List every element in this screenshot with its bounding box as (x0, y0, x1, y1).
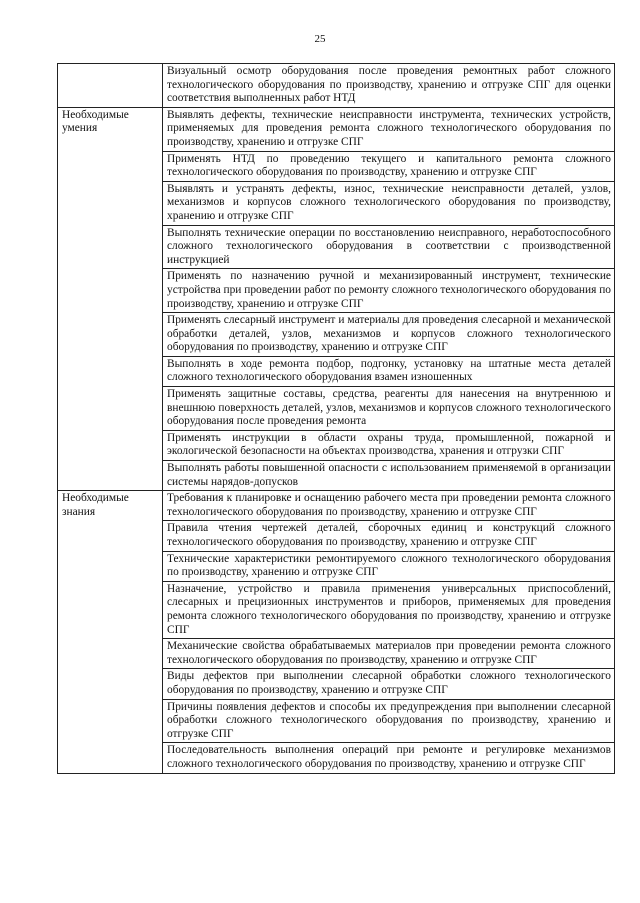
table-cell: Правила чтения чертежей деталей, сборочных единиц и конструкций сложного технологического оборудования по производству, хранению и отгрузке СПГ (163, 521, 615, 551)
table-row (58, 107, 615, 151)
table-cell: Применять слесарный инструмент и материалы для проведения слесарной и механической обработки деталей, узлов, механизмов и корпусов сложного технологического оборудования по производству, хранению и отгрузке СПГ (163, 313, 615, 357)
table-cell: Назначение, устройство и правила применения универсальных приспособлений, слесарных и прецизионных инструментов и приборов, применяемых для проведения ремонта сложного технологического оборудования по производству, хранению и отгрузке СПГ (163, 581, 615, 638)
table-cell: Выполнять технические операции по восстановлению неисправного, неработоспособного сложного технологического оборудования в соответствии с производственной инструкцией (163, 225, 615, 269)
table-cell: Требования к планировке и оснащению рабочего места при проведении ремонта сложного технологического оборудования по производству, хранению и отгрузке СПГ (163, 491, 615, 521)
table-row (58, 64, 615, 108)
table-cell: Механические свойства обрабатываемых материалов при проведении ремонта сложного технологического оборудования по производству, хранению и отгрузке СПГ (163, 639, 615, 669)
page-number: 25 (314, 33, 326, 45)
table-cell: Визуальный осмотр оборудования после проведения ремонтных работ сложного технологического оборудования по производству, хранению и отгрузке СПГ для оценки соответствия выполненных работ НТД (163, 64, 615, 108)
table-cell: Виды дефектов при выполнении слесарной обработки сложного технологического оборудования по производству, хранению и отгрузке СПГ (163, 669, 615, 699)
table-cell: Технические характеристики ремонтируемого сложного технологического оборудования по производству, хранению и отгрузке СПГ (163, 551, 615, 581)
requirements-table (57, 63, 615, 774)
table-cell: Применять по назначению ручной и механизированный инструмент, технические устройства при проведении работ по ремонту сложного технологического оборудования по производству, хранению и отгрузке СПГ (163, 269, 615, 313)
table-row (58, 491, 615, 521)
table-cell: Выполнять в ходе ремонта подбор, подгонку, установку на штатные места деталей сложного технологического оборудования взамен изношенных (163, 356, 615, 386)
section-label-knowledge: Необходимые знания (58, 491, 163, 773)
table-cell: Последовательность выполнения операций при ремонте и регулировке механизмов сложного технологического оборудования по производству, хранению и отгрузке СПГ (163, 743, 615, 773)
table-cell: Применять инструкции в области охраны труда, промышленной, пожарной и экологической безопасности на объектах производства, хранения и отгрузки СПГ (163, 430, 615, 460)
table-cell: Применять НТД по проведению текущего и капитального ремонта сложного технологического оборудования по производству, хранению и отгрузке СПГ (163, 151, 615, 181)
row-label-empty (58, 64, 163, 108)
table-cell: Выполнять работы повышенной опасности с использованием применяемой в организации системы нарядов-допусков (163, 461, 615, 491)
table-cell: Выявлять дефекты, технические неисправности инструмента, технических устройств, применяемых для проведения ремонта сложного технологического оборудования по производству, хранению и отгрузке СПГ (163, 107, 615, 151)
table-cell: Причины появления дефектов и способы их предупреждения при выполнении слесарной обработки сложного технологического оборудования по производству, хранению и отгрузке СПГ (163, 699, 615, 743)
section-label-skills: Необходимые умения (58, 107, 163, 490)
table-cell: Выявлять и устранять дефекты, износ, технические неисправности деталей, узлов, механизмов и корпусов сложного технологического оборудования по производству, хранению и отгрузке СПГ (163, 181, 615, 225)
table-cell: Применять защитные составы, средства, реагенты для нанесения на внутреннюю и внешнюю поверхность деталей, узлов, механизмов и корпусов сложного технологического оборудования после проведения ремонта (163, 387, 615, 431)
